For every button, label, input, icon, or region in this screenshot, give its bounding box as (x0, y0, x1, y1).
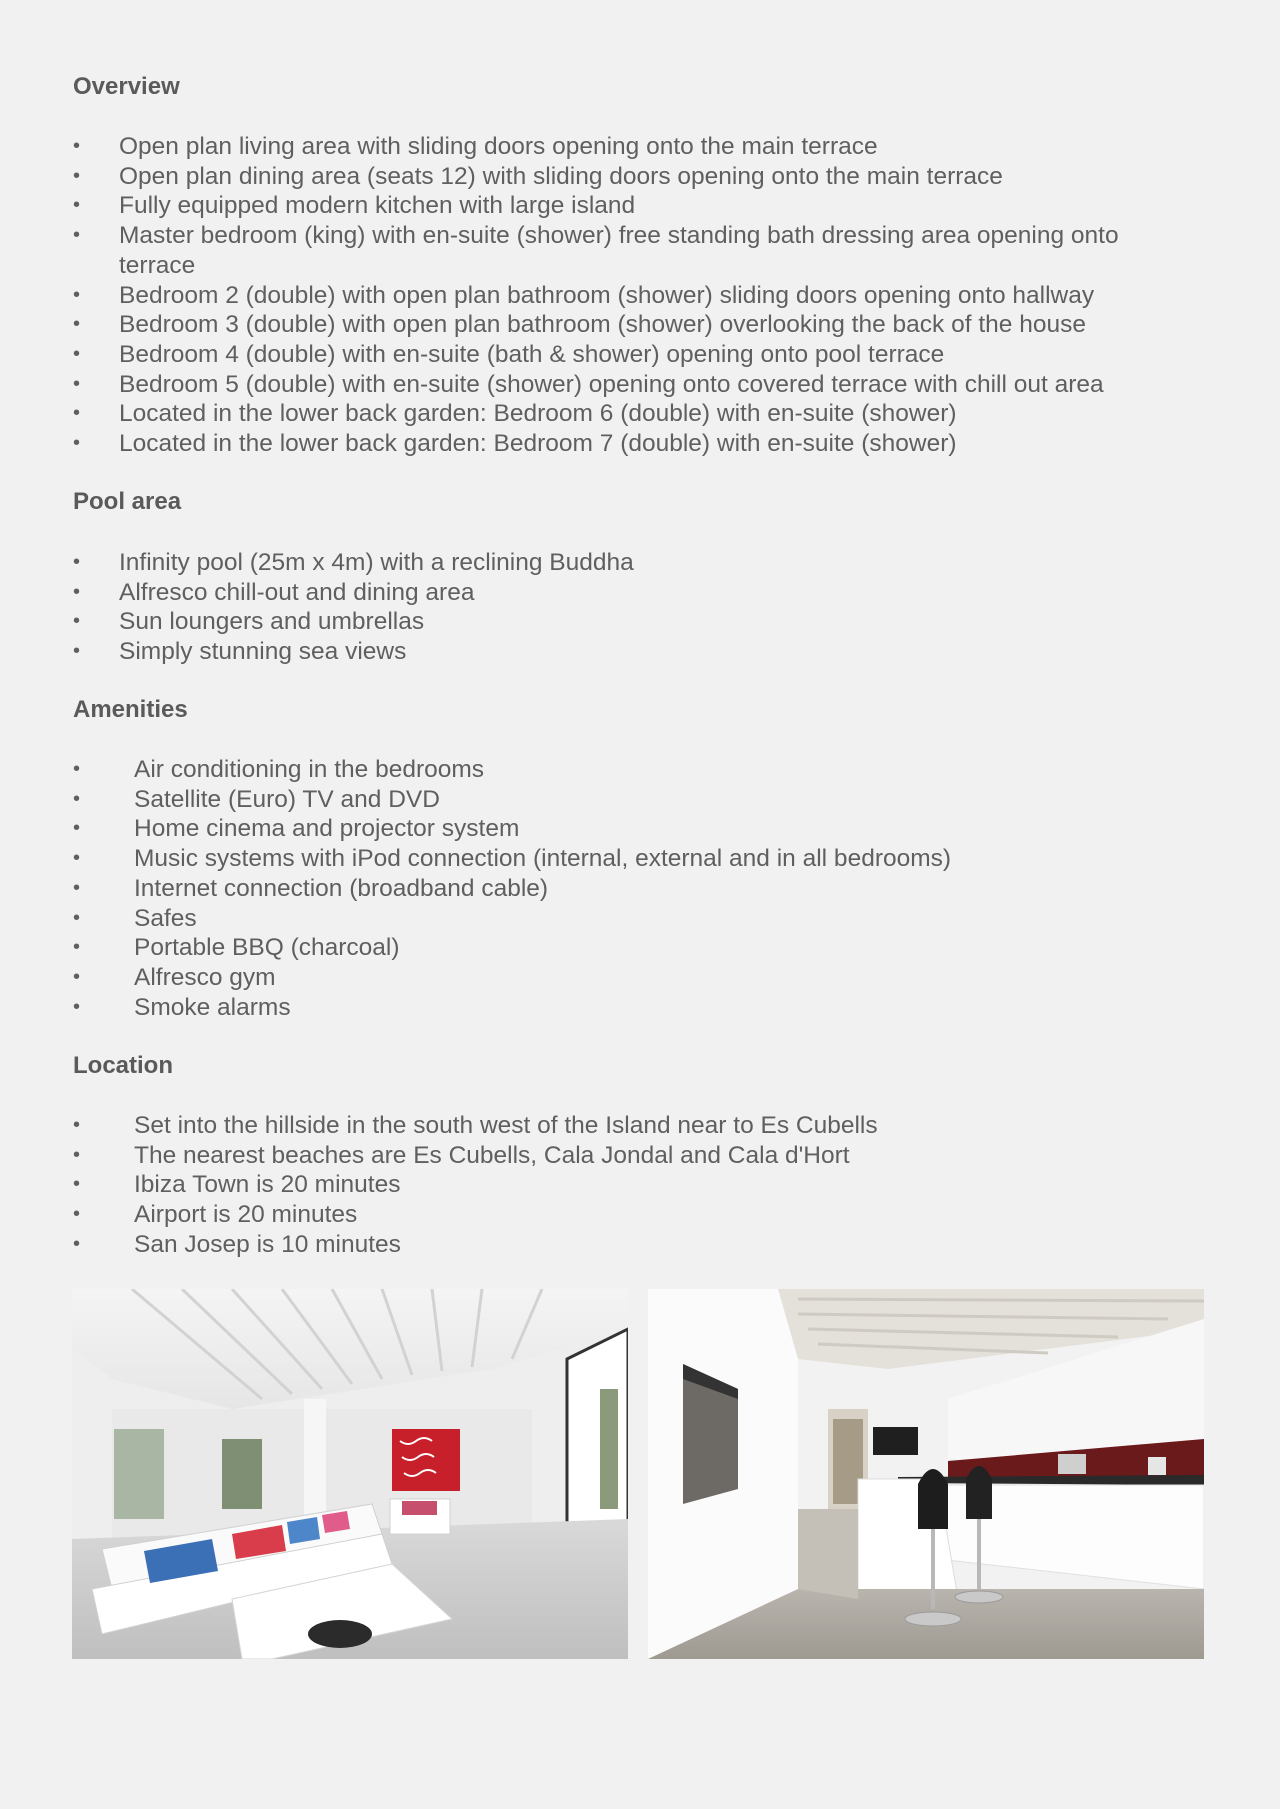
bullet-icon: • (73, 876, 81, 899)
pool-area-list (73, 548, 1193, 667)
list-item: • Bedroom 4 (double) with en-suite (bath & shower) opening onto pool terrace (73, 340, 945, 368)
overview-heading: Overview (73, 73, 180, 100)
list-item: • Infinity pool (25m x 4m) with a reclining Buddha (73, 549, 634, 576)
list-item: • Music systems with iPod connection (internal, external and in all bedrooms) (73, 845, 952, 873)
living-room-photo (72, 1289, 628, 1659)
bullet-icon: • (73, 164, 81, 187)
list-item: • Open plan living area with sliding doors opening onto the main terrace (73, 133, 878, 160)
bullet-icon: • (73, 194, 81, 217)
bullet-icon: • (73, 1203, 81, 1226)
pool-area-heading: Pool area (73, 488, 182, 515)
list-item: • Internet connection (broadband cable) (73, 874, 549, 902)
location-list (73, 1111, 1193, 1260)
bullet-icon: • (73, 1143, 81, 1166)
bullet-icon: • (73, 224, 81, 247)
bullet-icon: • (73, 847, 81, 870)
living-room-illustration (72, 1289, 628, 1659)
list-item: • Smoke alarms (73, 993, 291, 1021)
bullet-icon: • (73, 610, 81, 633)
list-item: • Airport is 20 minutes (73, 1201, 358, 1229)
location-heading: Location (73, 1052, 173, 1079)
bullet-icon: • (73, 135, 81, 157)
kitchen-photo (648, 1289, 1204, 1659)
list-item: • Open plan dining area (seats 12) with sliding doors opening onto the main terrace (73, 162, 1003, 190)
bullet-icon: • (73, 1173, 81, 1196)
list-item: • San Josep is 10 minutes (73, 1230, 401, 1258)
overview-list (73, 132, 1193, 459)
list-item: • Home cinema and projector system (73, 815, 520, 843)
list-item: • Air conditioning in the bedrooms (73, 756, 485, 783)
list-item: • The nearest beaches are Es Cubells, Cala Jondal and Cala d'Hort (73, 1141, 850, 1169)
bullet-icon: • (73, 551, 81, 573)
list-item: • Safes (73, 904, 197, 932)
bullet-icon: • (73, 580, 81, 603)
list-item: • Alfresco gym (73, 963, 276, 991)
list-item: • Located in the lower back garden: Bedroom 7 (double) with en-suite (shower) (73, 430, 957, 458)
list-item: • Simply stunning sea views (73, 638, 407, 666)
bullet-icon: • (73, 906, 81, 929)
list-item: • Located in the lower back garden: Bedroom 6 (double) with en-suite (shower) (73, 400, 957, 428)
bullet-icon: • (73, 283, 81, 306)
list-item: • Satellite (Euro) TV and DVD (73, 785, 440, 813)
amenities-list (73, 755, 1193, 1022)
list-item: • Master bedroom (king) with en-suite (shower) free standing bath dressing area opening onto terrace (73, 222, 1119, 279)
bullet-icon: • (73, 1232, 81, 1255)
bullet-icon: • (73, 995, 81, 1018)
bullet-icon: • (73, 640, 81, 663)
bullet-icon: • (73, 936, 81, 959)
bullet-icon: • (73, 787, 81, 810)
list-item: • Alfresco chill-out and dining area (73, 578, 475, 606)
amenities-heading: Amenities (73, 696, 188, 723)
bullet-icon: • (73, 1114, 81, 1136)
bullet-icon: • (73, 372, 81, 395)
bullet-icon: • (73, 817, 81, 840)
bullet-icon: • (73, 342, 81, 365)
bullet-icon: • (73, 313, 81, 336)
list-item: • Set into the hillside in the south west of the Island near to Es Cubells (73, 1112, 878, 1139)
bullet-icon: • (73, 402, 81, 425)
kitchen-illustration (648, 1289, 1204, 1659)
list-item: • Bedroom 2 (double) with open plan bathroom (shower) sliding doors opening onto hallway (73, 281, 1095, 309)
bullet-icon: • (73, 758, 81, 780)
bullet-icon: • (73, 965, 81, 988)
list-item: • Bedroom 5 (double) with en-suite (shower) opening onto covered terrace with chill out area (73, 370, 1104, 398)
list-item: • Ibiza Town is 20 minutes (73, 1171, 401, 1199)
bullet-icon: • (73, 432, 81, 455)
list-item: • Fully equipped modern kitchen with large island (73, 192, 636, 220)
list-item: • Bedroom 3 (double) with open plan bathroom (shower) overlooking the back of the house (73, 311, 1086, 339)
list-item: • Sun loungers and umbrellas (73, 608, 425, 636)
list-item: • Portable BBQ (charcoal) (73, 934, 400, 962)
